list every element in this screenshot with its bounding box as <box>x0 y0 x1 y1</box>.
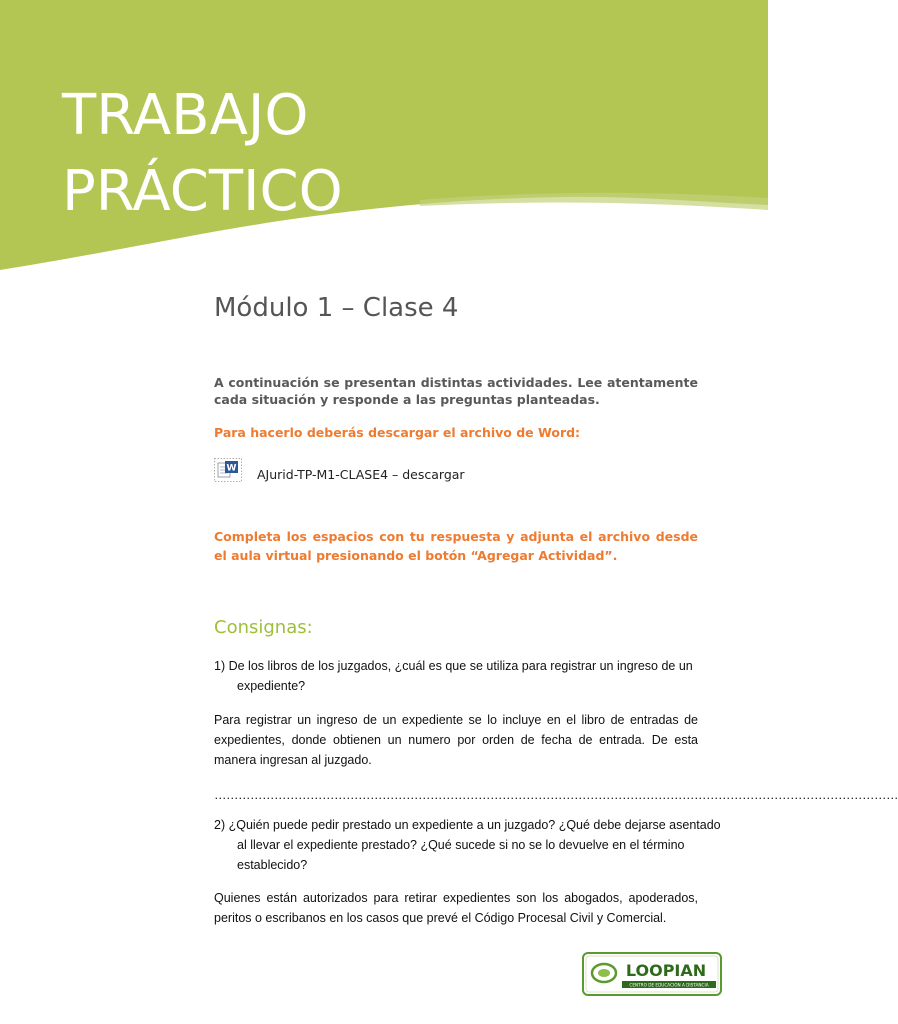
word-document-icon[interactable] <box>214 458 242 482</box>
download-note: Para hacerlo deberás descargar el archivo de Word: <box>214 425 581 440</box>
answer-1: Para registrar un ingreso de un expediente se lo incluye en el libro de entradas de expedientes, donde obtienen un numero por orden de fecha de entrada. De esta manera ingresan al juzgado. <box>214 713 698 767</box>
title-line-2: PRÁCTICO <box>62 159 343 224</box>
page-title <box>62 78 662 224</box>
file-download-row[interactable] <box>214 458 614 484</box>
loopian-logo <box>582 952 722 996</box>
title-line-1: TRABAJO <box>62 83 309 148</box>
file-download-link[interactable]: AJurid-TP-M1-CLASE4 – descargar <box>257 467 465 482</box>
question-1: 1) De los libros de los juzgados, ¿cuál es que se utiliza para registrar un ingreso de un expediente? <box>214 659 693 693</box>
module-title: Módulo 1 – Clase 4 <box>214 293 459 323</box>
svg-text:W: W <box>226 463 237 474</box>
section-title: Consignas: <box>214 617 313 638</box>
intro-paragraph: A continuación se presentan distintas actividades. Lee atentamente cada situación y responde a las preguntas planteadas. <box>214 375 698 407</box>
logo-name: LOOPIAN <box>625 961 707 980</box>
dotted-separator: ……………………………………………………………………………………………………………………………………………………… <box>214 788 898 802</box>
answer-2: Quienes están autorizados para retirar expedientes son los abogados, apoderados, peritos o escribanos en los casos que prevé el Código Procesal Civil y Comercial. <box>214 891 698 925</box>
question-2: 2) ¿Quién puede pedir prestado un expediente a un juzgado? ¿Qué debe dejarse asentado al llevar el expediente prestado? ¿Qué sucede si no se lo devuelve en el término establecido? <box>214 818 721 872</box>
logo-tagline: CENTRO DE EDUCACIÓN A DISTANCIA <box>629 982 709 988</box>
submission-note: Completa los espacios con tu respuesta y adjunta el archivo desde el aula virtual presionando el botón “Agregar Actividad”. <box>214 529 698 563</box>
header-banner <box>0 0 768 280</box>
